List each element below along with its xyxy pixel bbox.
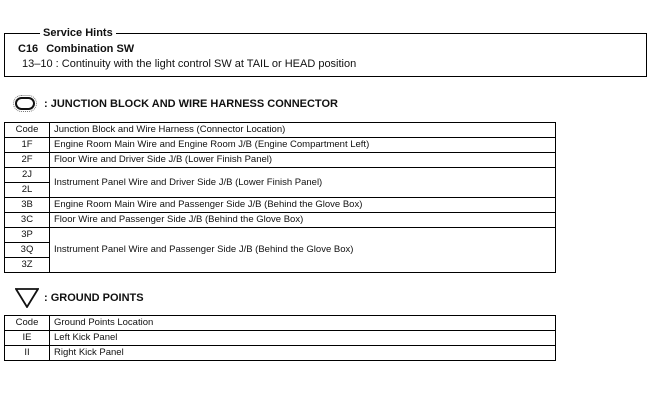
connector-location: Floor Wire and Driver Side J/B (Lower Finish Panel): [50, 153, 556, 168]
service-hints-title: Service Hints: [40, 26, 116, 40]
header-code: Code: [5, 123, 50, 138]
junction-heading: : JUNCTION BLOCK AND WIRE HARNESS CONNECTOR: [44, 98, 338, 110]
connector-code: 3C: [5, 213, 50, 228]
junction-table: [4, 122, 556, 273]
component-name: Combination SW: [46, 43, 135, 55]
table-row: [5, 168, 556, 183]
header-description: Ground Points Location: [50, 316, 556, 331]
connector-code: 2F: [5, 153, 50, 168]
table-row: [5, 331, 556, 346]
ground-code: II: [5, 346, 50, 361]
header-description: Junction Block and Wire Harness (Connector Location): [50, 123, 556, 138]
ground-code: IE: [5, 331, 50, 346]
table-row: [5, 138, 556, 153]
connector-location: Instrument Panel Wire and Passenger Side J/B (Behind the Glove Box): [50, 228, 556, 273]
junction-block-icon: [15, 97, 35, 110]
connector-code: 3P: [5, 228, 50, 243]
table-row: [5, 213, 556, 228]
connector-code: 2J: [5, 168, 50, 183]
table-row: [5, 228, 556, 243]
service-hints-component: [18, 42, 134, 56]
component-code: C16: [18, 43, 39, 55]
connector-location: Engine Room Main Wire and Engine Room J/B (Engine Compartment Left): [50, 138, 556, 153]
connector-code: 3Z: [5, 258, 50, 273]
ground-location: Left Kick Panel: [50, 331, 556, 346]
header-code: Code: [5, 316, 50, 331]
connector-location: Engine Room Main Wire and Passenger Side J/B (Behind the Glove Box): [50, 198, 556, 213]
table-row: [5, 153, 556, 168]
ground-point-icon: [15, 288, 39, 308]
table-row: [5, 346, 556, 361]
junction-header-row: [5, 123, 556, 138]
ground-heading: : GROUND POINTS: [44, 292, 144, 304]
connector-code: 3B: [5, 198, 50, 213]
connector-code: 2L: [5, 183, 50, 198]
connector-location: Floor Wire and Passenger Side J/B (Behind the Glove Box): [50, 213, 556, 228]
connector-location: Instrument Panel Wire and Driver Side J/B (Lower Finish Panel): [50, 168, 556, 198]
ground-location: Right Kick Panel: [50, 346, 556, 361]
table-row: [5, 198, 556, 213]
ground-table: [4, 315, 556, 361]
ground-header-row: [5, 316, 556, 331]
service-hints-note: 13–10 : Continuity with the light control SW at TAIL or HEAD position: [22, 58, 357, 70]
connector-code: 3Q: [5, 243, 50, 258]
connector-code: 1F: [5, 138, 50, 153]
